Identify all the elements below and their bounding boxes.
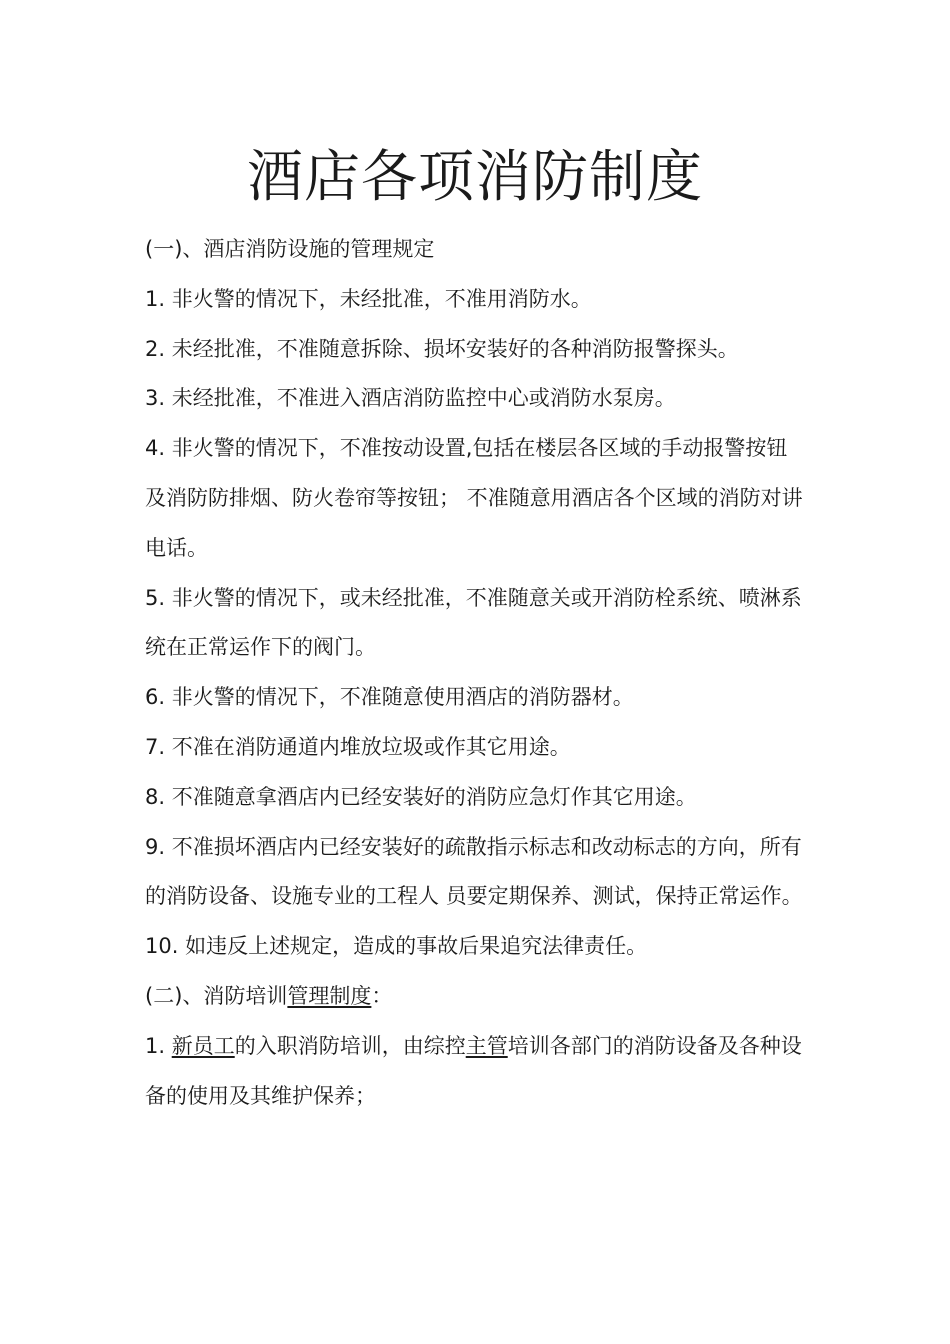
rule-item-1: 1. 非火警的情况下，未经批准，不准用消防水。 — [145, 286, 592, 311]
management-system-link[interactable]: 管理制度 — [287, 983, 372, 1008]
rule-item-3: 3. 未经批准，不准进入酒店消防监控中心或消防水泵房。 — [145, 386, 676, 411]
rule-item-2: 2. 未经批准，不准随意拆除、损坏安装好的各种消防报警探头。 — [145, 336, 739, 361]
section-2-heading — [145, 972, 805, 1022]
rule-item-4: 4. 非火警的情况下，不准按动设置,包括在楼层各区域的手动报警按钮及消防防排烟、防火卷帘等按钮； 不准随意用酒店各个区域的消防对讲电话。 — [145, 436, 803, 560]
section-2-heading-prefix: (二)、消防培训 — [145, 983, 288, 1008]
rule-item-5: 5. 非火警的情况下，或未经批准，不准随意关或开消防栓系统、喷淋系统在正常运作下的阀门。 — [145, 585, 802, 660]
rule-item-7: 7. 不准在消防通道内堆放垃圾或作其它用途。 — [145, 734, 571, 759]
supervisor-link[interactable]: 主管 — [465, 1033, 508, 1058]
section-1-heading: (一)、酒店消防设施的管理规定 — [145, 237, 435, 261]
training-item-1 — [145, 1022, 805, 1122]
rule-item-8: 8. 不准随意拿酒店内已经安装好的消防应急灯作其它用途。 — [145, 784, 697, 809]
new-employee-link[interactable]: 新员工 — [171, 1033, 235, 1058]
document-title: 酒店各项消防制度 — [247, 145, 703, 210]
rule-item-6: 6. 非火警的情况下，不准随意使用酒店的消防器材。 — [145, 685, 634, 710]
training-item-1-suffix: 培训各部门的消防设备及各种设备的使用及其维护保养； — [145, 1033, 802, 1108]
document-body — [145, 225, 805, 1121]
training-item-1-prefix: 1. — [145, 1033, 172, 1058]
rule-item-10: 10. 如违反上述规定，造成的事故后果追究法律责任。 — [145, 934, 648, 959]
training-item-1-middle: 的入职消防培训，由综控 — [234, 1033, 466, 1058]
rule-item-9: 9. 不准损坏酒店内已经安装好的疏散指示标志和改动标志的方向，所有的消防设备、设施专业的工程人 员要定期保养、测试，保持正常运作。 — [145, 834, 803, 909]
section-2-heading-suffix: ： — [371, 983, 393, 1008]
